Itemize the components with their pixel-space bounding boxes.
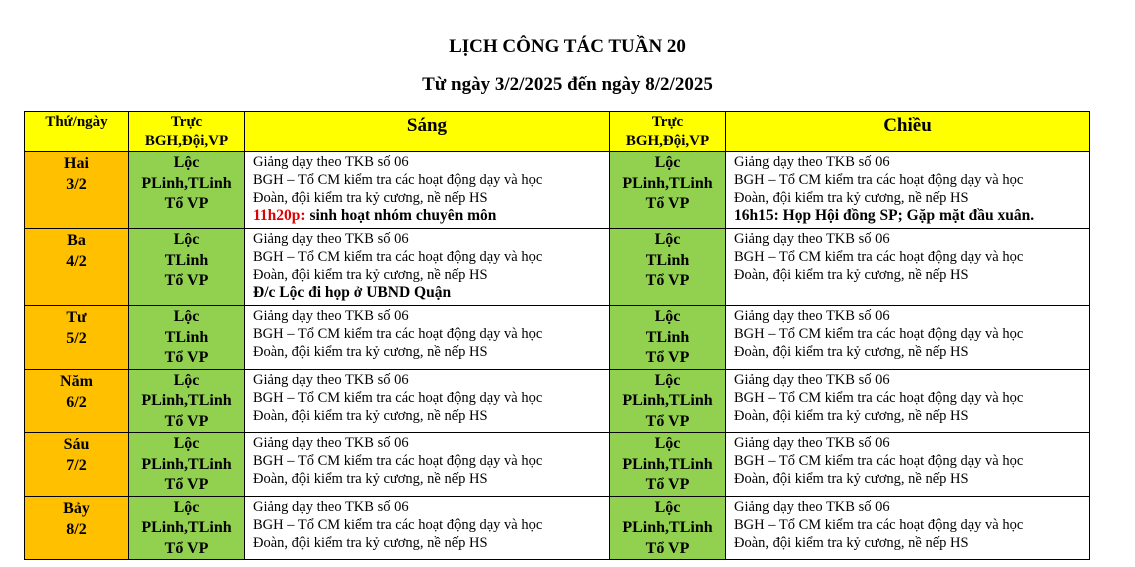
activity-line: BGH – Tổ CM kiểm tra các hoạt động dạy và học <box>734 172 1024 188</box>
afternoon-duty-cell <box>610 433 726 497</box>
activity-line: BGH – Tổ CM kiểm tra các hoạt động dạy và học <box>734 389 1024 406</box>
duty-line: Lộc <box>173 154 200 171</box>
duty-line: PLinh,TLinh <box>622 519 713 536</box>
day-cell <box>25 306 129 370</box>
duty-line: Tổ VP <box>164 476 209 493</box>
duty-line: PLinh,TLinh <box>141 174 232 192</box>
activity-line: BGH – Tổ CM kiểm tra các hoạt động dạy và học <box>734 453 1024 469</box>
table-row <box>25 369 1090 433</box>
afternoon-duty-cell <box>610 306 726 370</box>
activity-line: BGH – Tổ CM kiểm tra các hoạt động dạy và học <box>253 516 543 533</box>
activity-line: BGH – Tổ CM kiểm tra các hoạt động dạy và học <box>734 516 1024 533</box>
afternoon-activities-cell <box>726 152 1090 229</box>
duty-line: TLinh <box>645 251 690 269</box>
afternoon-duty-cell <box>610 229 726 306</box>
afternoon-activities-cell <box>726 496 1090 560</box>
morning-duty-cell <box>129 229 245 306</box>
day-cell <box>25 496 129 560</box>
duty-line: Lộc <box>173 308 200 325</box>
day-cell <box>25 152 129 229</box>
header-morning-duty-line2: BGH,Đội,VP <box>144 133 229 149</box>
afternoon-activities-cell <box>726 306 1090 370</box>
morning-activities-cell <box>245 369 610 433</box>
duty-line: Lộc <box>654 498 681 516</box>
duty-line: PLinh,TLinh <box>622 392 713 409</box>
day-name: Năm <box>60 372 93 390</box>
header-afternoon-duty <box>610 112 726 152</box>
day-cell <box>25 229 129 306</box>
morning-activities-cell <box>245 229 610 306</box>
duty-line: Lộc <box>654 371 681 389</box>
afternoon-duty-cell <box>610 152 726 229</box>
duty-line: Tổ VP <box>645 412 690 430</box>
activity-highlight: 16h15: Họp Hội đồng SP; Gặp mặt đầu xuân. <box>734 207 1035 224</box>
schedule-table <box>24 111 1090 560</box>
afternoon-activities-cell <box>726 433 1090 497</box>
table-row <box>25 496 1090 560</box>
duty-line: Tổ VP <box>164 195 209 212</box>
activity-line: Giảng dạy theo TKB số 06 <box>253 435 409 451</box>
activity-line: Đoàn, đội kiểm tra kỷ cương, nề nếp HS <box>734 471 969 487</box>
activity-line: Giảng dạy theo TKB số 06 <box>253 154 409 170</box>
duty-line: Tổ VP <box>645 476 690 493</box>
duty-line: Lộc <box>173 498 200 516</box>
day-date: 3/2 <box>66 176 87 193</box>
morning-duty-cell <box>129 433 245 497</box>
duty-line: Lộc <box>173 435 200 452</box>
afternoon-duty-cell <box>610 496 726 560</box>
header-morning: Sáng <box>245 112 610 152</box>
day-name: Ba <box>67 232 86 249</box>
activity-line: Đoàn, đội kiểm tra kỷ cương, nề nếp HS <box>734 344 969 360</box>
duty-line: Lộc <box>654 154 681 171</box>
duty-line: Lộc <box>173 231 200 248</box>
duty-line: TLinh <box>164 251 209 269</box>
activity-line: Giảng dạy theo TKB số 06 <box>734 371 890 388</box>
header-morning-duty-line1: Trực <box>170 114 203 130</box>
activity-line: Giảng dạy theo TKB số 06 <box>734 154 890 170</box>
activity-line: BGH – Tổ CM kiểm tra các hoạt động dạy và học <box>253 172 543 188</box>
activity-line: BGH – Tổ CM kiểm tra các hoạt động dạy và học <box>253 249 543 265</box>
morning-duty-cell <box>129 496 245 560</box>
activity-line: Giảng dạy theo TKB số 06 <box>734 498 890 515</box>
activity-line: Giảng dạy theo TKB số 06 <box>253 371 409 388</box>
activity-line: Giảng dạy theo TKB số 06 <box>734 435 890 451</box>
day-cell <box>25 433 129 497</box>
duty-line: TLinh <box>164 328 209 346</box>
activity-line: Giảng dạy theo TKB số 06 <box>734 308 890 324</box>
activity-line: Giảng dạy theo TKB số 06 <box>253 498 409 515</box>
activity-highlight <box>253 207 609 225</box>
activity-line: BGH – Tổ CM kiểm tra các hoạt động dạy và học <box>734 326 1024 342</box>
day-date: 8/2 <box>66 520 87 538</box>
table-row <box>25 152 1090 229</box>
header-afternoon-duty-line2: BGH,Đội,VP <box>625 133 710 149</box>
activity-highlight-text: sinh hoạt nhóm chuyên môn <box>305 207 497 224</box>
duty-line: PLinh,TLinh <box>622 455 713 473</box>
day-cell <box>25 369 129 433</box>
date-range-subtitle: Từ ngày 3/2/2025 đến ngày 8/2/2025 <box>422 74 713 95</box>
table-row <box>25 433 1090 497</box>
duty-line: PLinh,TLinh <box>141 392 232 409</box>
duty-line: Tổ VP <box>645 272 690 289</box>
table-row <box>25 229 1090 306</box>
duty-line: Tổ VP <box>164 272 209 289</box>
activity-line: Đoàn, đội kiểm tra kỷ cương, nề nếp HS <box>253 407 488 424</box>
day-name: Bảy <box>63 499 90 517</box>
duty-line: Tổ VP <box>645 539 690 557</box>
duty-line: Lộc <box>654 308 681 325</box>
table-header-row <box>25 112 1090 152</box>
duty-line: Lộc <box>654 435 681 452</box>
day-name: Hai <box>64 155 89 172</box>
duty-line: Lộc <box>654 231 681 248</box>
activity-line: BGH – Tổ CM kiểm tra các hoạt động dạy và học <box>253 453 543 469</box>
activity-time: 11h20p: <box>253 207 306 224</box>
activity-line: Đoàn, đội kiểm tra kỷ cương, nề nếp HS <box>253 534 488 551</box>
activity-highlight: Đ/c Lộc đi họp ở UBND Quận <box>253 284 452 301</box>
duty-line: PLinh,TLinh <box>622 174 713 192</box>
activity-line: Đoàn, đội kiểm tra kỷ cương, nề nếp HS <box>734 407 969 424</box>
duty-line: Tổ VP <box>164 349 209 366</box>
day-date: 4/2 <box>66 253 87 270</box>
activity-line: Đoàn, đội kiểm tra kỷ cương, nề nếp HS <box>253 471 488 487</box>
day-date: 5/2 <box>66 330 87 347</box>
duty-line: Tổ VP <box>164 539 209 557</box>
activity-line: Đoàn, đội kiểm tra kỷ cương, nề nếp HS <box>253 267 488 283</box>
duty-line: Tổ VP <box>164 412 209 430</box>
header-day: Thứ/ngày <box>25 112 129 152</box>
activity-line: Đoàn, đội kiểm tra kỷ cương, nề nếp HS <box>734 190 969 206</box>
morning-duty-cell <box>129 152 245 229</box>
day-date: 6/2 <box>66 393 87 411</box>
activity-line: BGH – Tổ CM kiểm tra các hoạt động dạy và học <box>734 249 1024 265</box>
activity-line: Đoàn, đội kiểm tra kỷ cương, nề nếp HS <box>253 344 488 360</box>
morning-activities-cell <box>245 152 610 229</box>
afternoon-duty-cell <box>610 369 726 433</box>
header-afternoon-duty-line1: Trực <box>651 114 684 130</box>
activity-line: BGH – Tổ CM kiểm tra các hoạt động dạy và học <box>253 326 543 342</box>
duty-line: Tổ VP <box>645 349 690 366</box>
duty-line: Lộc <box>173 371 200 389</box>
day-name: Tư <box>66 309 87 326</box>
morning-activities-cell <box>245 496 610 560</box>
morning-duty-cell <box>129 369 245 433</box>
duty-line: PLinh,TLinh <box>141 519 232 536</box>
morning-activities-cell <box>245 306 610 370</box>
activity-line: Giảng dạy theo TKB số 06 <box>253 308 409 324</box>
table-row <box>25 306 1090 370</box>
morning-duty-cell <box>129 306 245 370</box>
morning-activities-cell <box>245 433 610 497</box>
header-morning-duty <box>129 112 245 152</box>
day-date: 7/2 <box>66 457 87 474</box>
page-title: LỊCH CÔNG TÁC TUẦN 20 <box>449 36 686 57</box>
day-name: Sáu <box>63 436 90 453</box>
activity-line: BGH – Tổ CM kiểm tra các hoạt động dạy và học <box>253 389 543 406</box>
duty-line: TLinh <box>645 328 690 346</box>
activity-line: Đoàn, đội kiểm tra kỷ cương, nề nếp HS <box>253 190 488 206</box>
activity-line: Giảng dạy theo TKB số 06 <box>734 231 890 247</box>
afternoon-activities-cell <box>726 369 1090 433</box>
duty-line: PLinh,TLinh <box>141 455 232 473</box>
activity-line: Đoàn, đội kiểm tra kỷ cương, nề nếp HS <box>734 267 969 283</box>
duty-line: Tổ VP <box>645 195 690 212</box>
afternoon-activities-cell <box>726 229 1090 306</box>
header-afternoon: Chiều <box>726 112 1090 152</box>
activity-line: Giảng dạy theo TKB số 06 <box>253 231 409 247</box>
activity-line: Đoàn, đội kiểm tra kỷ cương, nề nếp HS <box>734 534 969 551</box>
